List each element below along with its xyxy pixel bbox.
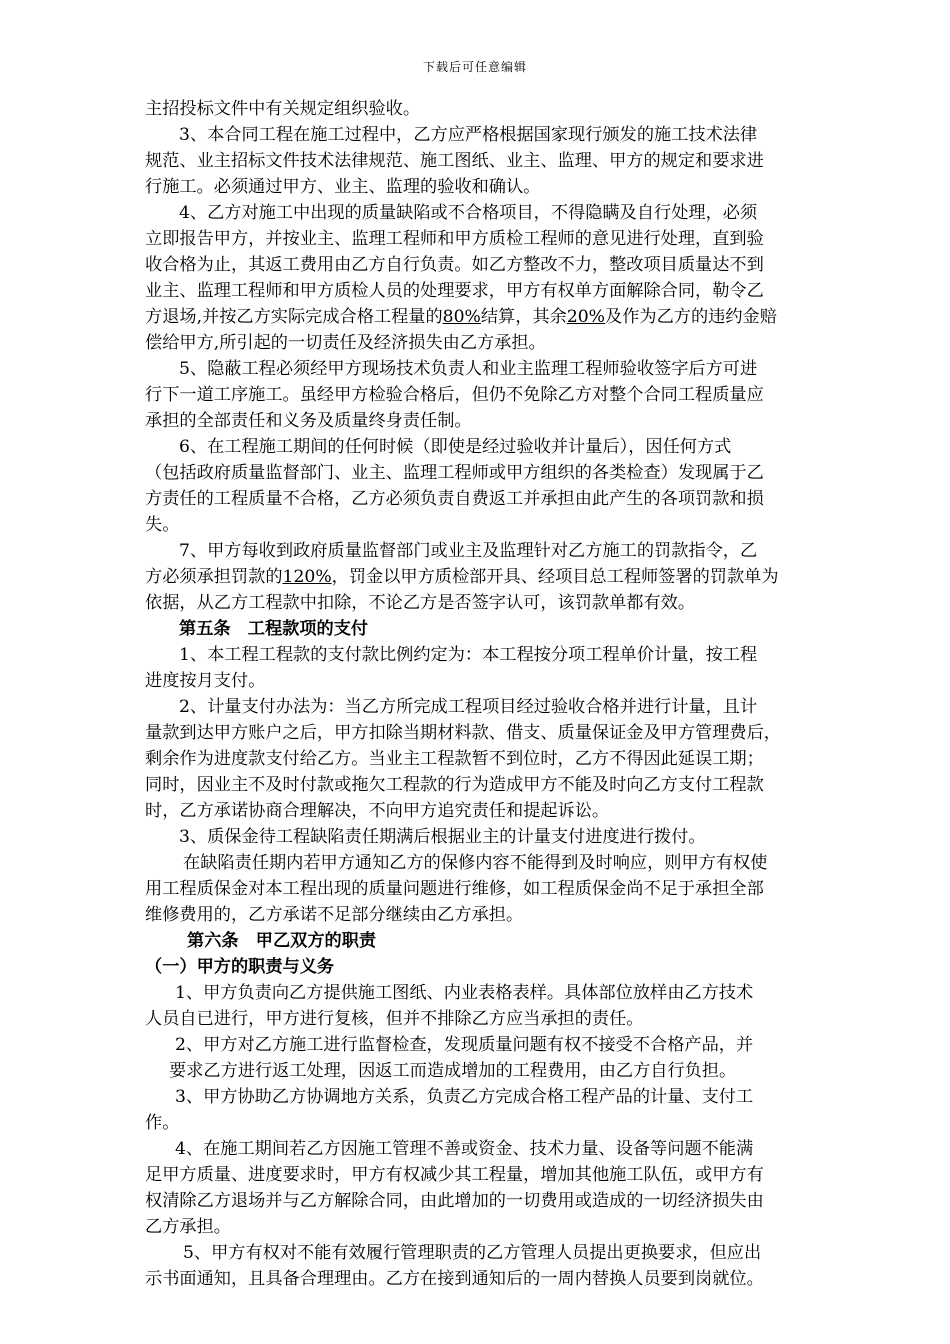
text-line (145, 642, 850, 668)
text-line (145, 356, 850, 382)
page-header: 下载后可任意编辑 (422, 60, 527, 74)
line-text: 作。 (145, 1113, 180, 1133)
text-line (145, 1032, 850, 1058)
line-text: 5、隐蔽工程必须经甲方现场技术负责人和业主监理工程师验收签字后方可进 (179, 359, 758, 379)
text-line (145, 434, 850, 460)
text-segment: 及作为乙方的违约金赔 (605, 307, 777, 327)
line-text: 第五条 工程款项的支付 (179, 619, 369, 639)
line-text: 行下一道工序施工。虽经甲方检验合格后，但仍不免除乙方对整个合同工程质量应 (145, 385, 764, 405)
line-text: 4、乙方对施工中出现的质量缺陷或不合格项目，不得隐瞒及自行处理，必须 (179, 203, 758, 223)
line-text: 7、甲方每收到政府质量监督部门或业主及监理针对乙方施工的罚款指令，乙 (179, 541, 758, 561)
text-line (145, 96, 850, 122)
text-line (145, 538, 850, 564)
line-text: 方责任的工程质量不合格，乙方必须负责自费返工并承担由此产生的各项罚款和损 (145, 489, 764, 509)
text-line (145, 850, 850, 876)
line-text: 1、甲方负责向乙方提供施工图纸、内业表格表样。具体部位放样由乙方技术 (175, 983, 754, 1003)
line-text: 同时，因业主不及时付款或拖欠工程款的行为造成甲方不能及时向乙方支付工程款 (145, 775, 764, 795)
line-text: 收合格为止，其返工费用由乙方自行负责。如乙方整改不力，整改项目质量达不到 (145, 255, 764, 275)
line-text: 用工程质保金对本工程出现的质量问题进行维修，如工程质保金尚不足于承担全部 (145, 879, 764, 899)
text-line (145, 1136, 850, 1162)
line-text: 进度按月支付。 (145, 671, 266, 691)
section-heading (145, 616, 850, 642)
text-segment: ，罚金以甲方质检部开具、经项目总工程师签署的罚款单为 (331, 567, 779, 587)
line-text: 量款到达甲方账户之后，甲方扣除当期材料款、借支、质量保证金及甲方管理费后， (145, 723, 781, 743)
text-line (145, 174, 850, 200)
text-line (145, 1266, 850, 1292)
line-text: 人员自已进行，甲方进行复核，但并不排除乙方应当承担的责任。 (145, 1009, 644, 1029)
text-line (145, 330, 850, 356)
text-line (145, 772, 850, 798)
line-text: （包括政府质量监督部门、业主、监理工程师或甲方组织的各类检查）发现属于乙 (145, 463, 764, 483)
text-line (145, 382, 850, 408)
line-text: 失。 (145, 515, 180, 535)
text-line (145, 1214, 850, 1240)
line-text: 第六条 甲乙双方的职责 (187, 931, 377, 951)
line-text: 权清除乙方退场并与乙方解除合同，由此增加的一切费用或造成的一切经济损失由 (145, 1191, 764, 1211)
text-segment: 方退场,并按乙方实际完成合格工程量的 (145, 307, 443, 327)
text-line (145, 460, 850, 486)
line-text: 依据，从乙方工程款中扣除，不论乙方是否签字认可，该罚款单都有效。 (145, 593, 696, 613)
text-line (145, 512, 850, 538)
text-line (145, 1240, 850, 1266)
text-line (145, 226, 850, 252)
line-text: 3、甲方协助乙方协调地方关系，负责乙方完成合格工程产品的计量、支付工 (175, 1087, 754, 1107)
text-line (145, 408, 850, 434)
text-line (145, 148, 850, 174)
line-text: 要求乙方进行返工处理，因返工而造成增加的工程费用，由乙方自行负担。 (169, 1061, 737, 1081)
line-text: 3、质保金待工程缺陷责任期满后根据业主的计量支付进度进行拨付。 (179, 827, 706, 847)
document-body (145, 96, 850, 1292)
text-segment: 结算，其余 (480, 307, 567, 327)
line-text: 承担的全部责任和义务及质量终身责任制。 (145, 411, 472, 431)
text-line (145, 876, 850, 902)
text-line (145, 304, 850, 330)
section-heading (145, 928, 850, 954)
text-line (145, 694, 850, 720)
line-text: 规范、业主招标文件技术法律规范、施工图纸、业主、监理、甲方的规定和要求进 (145, 151, 764, 171)
line-text: 维修费用的，乙方承诺不足部分继续由乙方承担。 (145, 905, 524, 925)
underlined-value: 20% (566, 307, 606, 327)
text-line (145, 746, 850, 772)
text-line (145, 1188, 850, 1214)
text-segment: 方必须承担罚款的 (145, 567, 283, 587)
text-line (145, 1058, 850, 1084)
underlined-value: 80% (442, 307, 481, 327)
line-text: 1、本工程工程款的支付款比例约定为：本工程按分项工程单价计量，按工程 (179, 645, 758, 665)
text-line (145, 122, 850, 148)
text-line (145, 278, 850, 304)
text-line (145, 668, 850, 694)
line-text: 足甲方质量、进度要求时，甲方有权减少其工程量，增加其他施工队伍，或甲方有 (145, 1165, 764, 1185)
text-line (145, 1006, 850, 1032)
text-line (145, 1084, 850, 1110)
text-line (145, 564, 850, 590)
text-line (145, 252, 850, 278)
line-text: 时，乙方承诺协商合理解决，不向甲方追究责任和提起诉讼。 (145, 801, 610, 821)
section-heading (145, 954, 850, 980)
line-text: 2、计量支付办法为：当乙方所完成工程项目经过验收合格并进行计量，且计 (179, 697, 758, 717)
line-text: 立即报告甲方，并按业主、监理工程师和甲方质检工程师的意见进行处理，直到验 (145, 229, 764, 249)
text-line (145, 1162, 850, 1188)
line-text: 4、在施工期间若乙方因施工管理不善或资金、技术力量、设备等问题不能满 (175, 1139, 754, 1159)
line-text: 业主、监理工程师和甲方质检人员的处理要求，甲方有权单方面解除合同，勒令乙 (145, 281, 764, 301)
text-line (145, 486, 850, 512)
underlined-value: 120% (282, 567, 332, 587)
text-line (145, 200, 850, 226)
line-text: 3、本合同工程在施工过程中，乙方应严格根据国家现行颁发的施工技术法律 (179, 125, 758, 145)
line-text: 示书面通知，且具备合理理由。乙方在接到通知后的一周内替换人员要到岗就位。 (145, 1269, 764, 1289)
line-text: 剩余作为进度款支付给乙方。当业主工程款暂不到位时，乙方不得因此延误工期； (145, 749, 764, 769)
line-text: （一）甲方的职责与义务 (145, 957, 335, 977)
line-text: 偿给甲方,所引起的一切责任及经济损失由乙方承担。 (145, 333, 546, 353)
text-line (145, 980, 850, 1006)
text-line (145, 798, 850, 824)
line-text: 乙方承担。 (145, 1217, 231, 1237)
line-text: 主招投标文件中有关规定组织验收。 (145, 99, 421, 119)
text-line (145, 590, 850, 616)
text-line (145, 824, 850, 850)
line-text: 2、甲方对乙方施工进行监督检查，发现质量问题有权不接受不合格产品，并 (175, 1035, 754, 1055)
line-text: 行施工。必须通过甲方、业主、监理的验收和确认。 (145, 177, 541, 197)
line-text: 6、在工程施工期间的任何时候（即使是经过验收并计量后），因任何方式 (179, 437, 732, 457)
line-text: 5、甲方有权对不能有效履行管理职责的乙方管理人员提出更换要求，但应出 (183, 1243, 762, 1263)
line-text: 在缺陷责任期内若甲方通知乙方的保修内容不能得到及时响应，则甲方有权使 (183, 853, 768, 873)
text-line (145, 720, 850, 746)
text-line (145, 902, 850, 928)
text-line (145, 1110, 850, 1136)
